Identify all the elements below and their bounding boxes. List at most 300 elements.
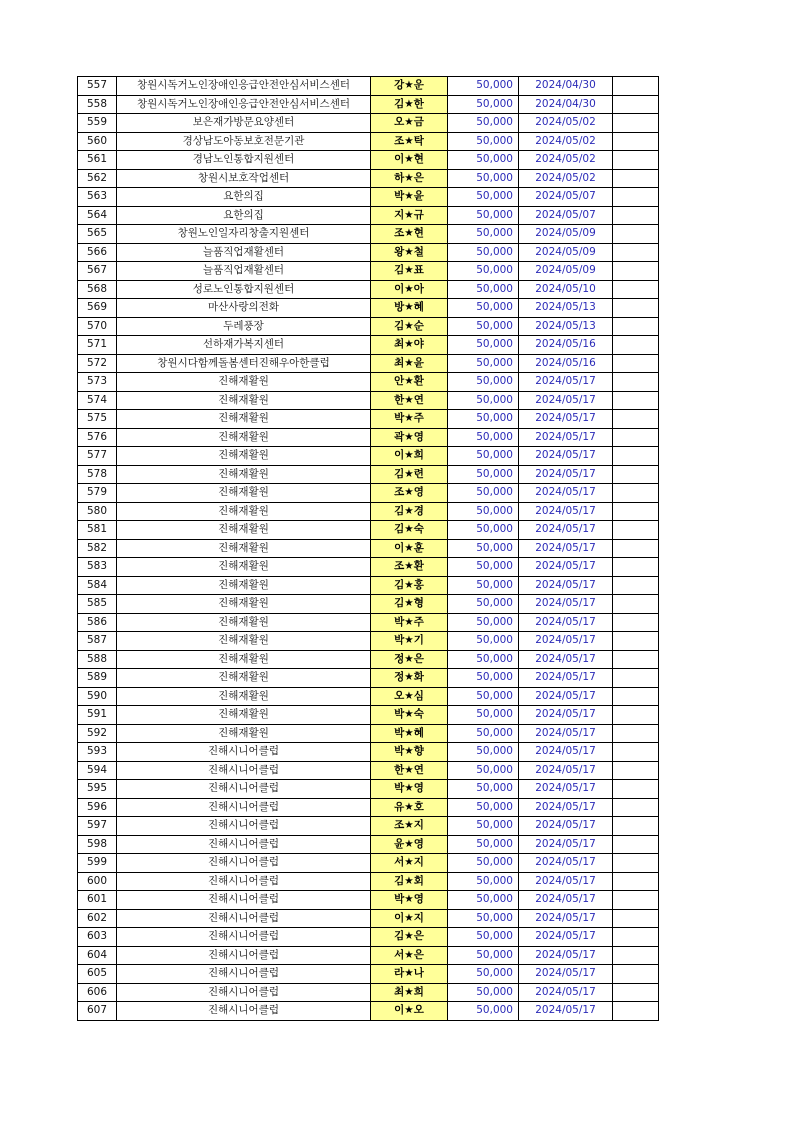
note-cell	[613, 151, 659, 170]
row-number: 581	[78, 521, 117, 540]
organization-cell: 진해시니어클럽	[117, 909, 371, 928]
organization-cell: 진해재활원	[117, 595, 371, 614]
organization-cell: 요한의집	[117, 188, 371, 207]
recipient-name-cell: 윤★영	[371, 835, 448, 854]
date-cell: 2024/05/17	[519, 447, 613, 466]
amount-cell: 50,000	[448, 798, 519, 817]
amount-cell: 50,000	[448, 95, 519, 114]
date-cell: 2024/05/17	[519, 724, 613, 743]
recipient-name-cell: 유★호	[371, 798, 448, 817]
amount-cell: 50,000	[448, 336, 519, 355]
table-row	[78, 854, 659, 873]
organization-cell: 진해재활원	[117, 539, 371, 558]
note-cell	[613, 336, 659, 355]
recipient-name-cell: 조★지	[371, 817, 448, 836]
date-cell: 2024/05/17	[519, 835, 613, 854]
recipient-name-cell: 김★표	[371, 262, 448, 281]
organization-cell: 창원시독거노인장애인응급안전안심서비스센터	[117, 95, 371, 114]
date-cell: 2024/05/17	[519, 854, 613, 873]
organization-cell: 진해재활원	[117, 373, 371, 392]
row-number: 597	[78, 817, 117, 836]
amount-cell: 50,000	[448, 891, 519, 910]
amount-cell: 50,000	[448, 428, 519, 447]
row-number: 577	[78, 447, 117, 466]
table-row	[78, 336, 659, 355]
organization-cell: 진해재활원	[117, 391, 371, 410]
recipient-name-cell: 김★경	[371, 502, 448, 521]
table-row	[78, 965, 659, 984]
organization-cell: 마산사랑의전화	[117, 299, 371, 318]
organization-cell: 진해시니어클럽	[117, 946, 371, 965]
note-cell	[613, 946, 659, 965]
organization-cell: 진해시니어클럽	[117, 854, 371, 873]
amount-cell: 50,000	[448, 669, 519, 688]
row-number: 580	[78, 502, 117, 521]
recipient-name-cell: 정★은	[371, 650, 448, 669]
row-number: 564	[78, 206, 117, 225]
organization-cell: 진해시니어클럽	[117, 872, 371, 891]
row-number: 572	[78, 354, 117, 373]
table-row	[78, 225, 659, 244]
recipient-name-cell: 왕★철	[371, 243, 448, 262]
recipient-name-cell: 강★운	[371, 77, 448, 96]
date-cell: 2024/04/30	[519, 77, 613, 96]
note-cell	[613, 484, 659, 503]
table-row	[78, 539, 659, 558]
row-number: 557	[78, 77, 117, 96]
organization-cell: 선하재가복지센터	[117, 336, 371, 355]
amount-cell: 50,000	[448, 650, 519, 669]
organization-cell: 창원시독거노인장애인응급안전안심서비스센터	[117, 77, 371, 96]
amount-cell: 50,000	[448, 188, 519, 207]
note-cell	[613, 817, 659, 836]
date-cell: 2024/05/17	[519, 706, 613, 725]
table-row	[78, 1002, 659, 1021]
table-row	[78, 114, 659, 133]
recipient-name-cell: 한★연	[371, 391, 448, 410]
row-number: 583	[78, 558, 117, 577]
table-row	[78, 521, 659, 540]
donation-table	[77, 76, 659, 1021]
organization-cell: 진해시니어클럽	[117, 835, 371, 854]
amount-cell: 50,000	[448, 983, 519, 1002]
organization-cell: 진해재활원	[117, 724, 371, 743]
amount-cell: 50,000	[448, 632, 519, 651]
note-cell	[613, 595, 659, 614]
amount-cell: 50,000	[448, 817, 519, 836]
note-cell	[613, 558, 659, 577]
date-cell: 2024/05/02	[519, 151, 613, 170]
amount-cell: 50,000	[448, 280, 519, 299]
recipient-name-cell: 하★은	[371, 169, 448, 188]
note-cell	[613, 95, 659, 114]
table-row	[78, 428, 659, 447]
row-number: 568	[78, 280, 117, 299]
row-number: 601	[78, 891, 117, 910]
table-row	[78, 299, 659, 318]
amount-cell: 50,000	[448, 743, 519, 762]
amount-cell: 50,000	[448, 724, 519, 743]
recipient-name-cell: 김★순	[371, 317, 448, 336]
row-number: 594	[78, 761, 117, 780]
note-cell	[613, 243, 659, 262]
row-number: 562	[78, 169, 117, 188]
date-cell: 2024/05/17	[519, 1002, 613, 1021]
note-cell	[613, 724, 659, 743]
table-row	[78, 169, 659, 188]
note-cell	[613, 891, 659, 910]
amount-cell: 50,000	[448, 928, 519, 947]
organization-cell: 창원시보호작업센터	[117, 169, 371, 188]
organization-cell: 늘품직업재활센터	[117, 243, 371, 262]
row-number: 592	[78, 724, 117, 743]
date-cell: 2024/05/10	[519, 280, 613, 299]
date-cell: 2024/05/17	[519, 410, 613, 429]
row-number: 569	[78, 299, 117, 318]
recipient-name-cell: 이★현	[371, 151, 448, 170]
recipient-name-cell: 오★금	[371, 114, 448, 133]
recipient-name-cell: 조★탁	[371, 132, 448, 151]
table-row	[78, 706, 659, 725]
recipient-name-cell: 김★한	[371, 95, 448, 114]
organization-cell: 진해시니어클럽	[117, 983, 371, 1002]
date-cell: 2024/05/17	[519, 798, 613, 817]
organization-cell: 진해재활원	[117, 428, 371, 447]
recipient-name-cell: 곽★영	[371, 428, 448, 447]
table-row	[78, 77, 659, 96]
amount-cell: 50,000	[448, 780, 519, 799]
table-row	[78, 188, 659, 207]
table-row	[78, 391, 659, 410]
note-cell	[613, 965, 659, 984]
note-cell	[613, 539, 659, 558]
row-number: 593	[78, 743, 117, 762]
note-cell	[613, 780, 659, 799]
organization-cell: 진해재활원	[117, 632, 371, 651]
table-row	[78, 558, 659, 577]
date-cell: 2024/05/17	[519, 946, 613, 965]
organization-cell: 진해재활원	[117, 410, 371, 429]
note-cell	[613, 909, 659, 928]
table-row	[78, 206, 659, 225]
recipient-name-cell: 이★오	[371, 1002, 448, 1021]
recipient-name-cell: 이★훈	[371, 539, 448, 558]
note-cell	[613, 373, 659, 392]
date-cell: 2024/05/17	[519, 687, 613, 706]
row-number: 566	[78, 243, 117, 262]
recipient-name-cell: 한★연	[371, 761, 448, 780]
table-row	[78, 447, 659, 466]
note-cell	[613, 225, 659, 244]
note-cell	[613, 262, 659, 281]
date-cell: 2024/05/17	[519, 558, 613, 577]
amount-cell: 50,000	[448, 484, 519, 503]
note-cell	[613, 872, 659, 891]
organization-cell: 진해시니어클럽	[117, 761, 371, 780]
amount-cell: 50,000	[448, 539, 519, 558]
note-cell	[613, 1002, 659, 1021]
organization-cell: 경남노인통합지원센터	[117, 151, 371, 170]
amount-cell: 50,000	[448, 835, 519, 854]
recipient-name-cell: 서★지	[371, 854, 448, 873]
row-number: 565	[78, 225, 117, 244]
organization-cell: 진해재활원	[117, 484, 371, 503]
organization-cell: 진해재활원	[117, 613, 371, 632]
recipient-name-cell: 박★영	[371, 780, 448, 799]
note-cell	[613, 706, 659, 725]
amount-cell: 50,000	[448, 151, 519, 170]
amount-cell: 50,000	[448, 262, 519, 281]
organization-cell: 성로노인통합지원센터	[117, 280, 371, 299]
organization-cell: 진해재활원	[117, 669, 371, 688]
date-cell: 2024/05/17	[519, 632, 613, 651]
date-cell: 2024/05/09	[519, 243, 613, 262]
amount-cell: 50,000	[448, 576, 519, 595]
date-cell: 2024/05/16	[519, 336, 613, 355]
recipient-name-cell: 박★혜	[371, 724, 448, 743]
note-cell	[613, 761, 659, 780]
row-number: 570	[78, 317, 117, 336]
row-number: 598	[78, 835, 117, 854]
table-row	[78, 724, 659, 743]
amount-cell: 50,000	[448, 687, 519, 706]
date-cell: 2024/05/17	[519, 465, 613, 484]
organization-cell: 진해재활원	[117, 447, 371, 466]
table-row	[78, 632, 659, 651]
recipient-name-cell: 김★숙	[371, 521, 448, 540]
note-cell	[613, 317, 659, 336]
table-row	[78, 243, 659, 262]
row-number: 607	[78, 1002, 117, 1021]
table-row	[78, 946, 659, 965]
table-row	[78, 410, 659, 429]
amount-cell: 50,000	[448, 465, 519, 484]
table-row	[78, 373, 659, 392]
row-number: 576	[78, 428, 117, 447]
amount-cell: 50,000	[448, 447, 519, 466]
table-row	[78, 595, 659, 614]
organization-cell: 진해재활원	[117, 650, 371, 669]
row-number: 575	[78, 410, 117, 429]
row-number: 585	[78, 595, 117, 614]
row-number: 579	[78, 484, 117, 503]
row-number: 574	[78, 391, 117, 410]
amount-cell: 50,000	[448, 114, 519, 133]
organization-cell: 진해시니어클럽	[117, 891, 371, 910]
note-cell	[613, 798, 659, 817]
organization-cell: 진해재활원	[117, 687, 371, 706]
amount-cell: 50,000	[448, 761, 519, 780]
table-row	[78, 502, 659, 521]
note-cell	[613, 206, 659, 225]
date-cell: 2024/05/17	[519, 817, 613, 836]
organization-cell: 보은재가방문요양센터	[117, 114, 371, 133]
recipient-name-cell: 김★회	[371, 872, 448, 891]
row-number: 587	[78, 632, 117, 651]
table-row	[78, 650, 659, 669]
organization-cell: 진해재활원	[117, 706, 371, 725]
recipient-name-cell: 박★숙	[371, 706, 448, 725]
recipient-name-cell: 오★심	[371, 687, 448, 706]
date-cell: 2024/05/13	[519, 299, 613, 318]
row-number: 573	[78, 373, 117, 392]
row-number: 571	[78, 336, 117, 355]
row-number: 563	[78, 188, 117, 207]
table-row	[78, 872, 659, 891]
organization-cell: 진해시니어클럽	[117, 798, 371, 817]
amount-cell: 50,000	[448, 595, 519, 614]
organization-cell: 늘품직업재활센터	[117, 262, 371, 281]
amount-cell: 50,000	[448, 206, 519, 225]
note-cell	[613, 983, 659, 1002]
date-cell: 2024/05/17	[519, 891, 613, 910]
organization-cell: 진해재활원	[117, 576, 371, 595]
amount-cell: 50,000	[448, 132, 519, 151]
recipient-name-cell: 이★지	[371, 909, 448, 928]
amount-cell: 50,000	[448, 317, 519, 336]
table-row	[78, 687, 659, 706]
date-cell: 2024/05/09	[519, 225, 613, 244]
table-row	[78, 95, 659, 114]
organization-cell: 진해시니어클럽	[117, 965, 371, 984]
table-row	[78, 835, 659, 854]
note-cell	[613, 77, 659, 96]
note-cell	[613, 687, 659, 706]
row-number: 596	[78, 798, 117, 817]
recipient-name-cell: 이★희	[371, 447, 448, 466]
note-cell	[613, 391, 659, 410]
date-cell: 2024/05/16	[519, 354, 613, 373]
recipient-name-cell: 최★윤	[371, 354, 448, 373]
row-number: 595	[78, 780, 117, 799]
table-row	[78, 613, 659, 632]
amount-cell: 50,000	[448, 169, 519, 188]
row-number: 561	[78, 151, 117, 170]
amount-cell: 50,000	[448, 243, 519, 262]
row-number: 578	[78, 465, 117, 484]
organization-cell: 경상남도아동보호전문기관	[117, 132, 371, 151]
organization-cell: 창원시다함께돌봄센터진해우아한클럽	[117, 354, 371, 373]
note-cell	[613, 650, 659, 669]
date-cell: 2024/05/17	[519, 872, 613, 891]
note-cell	[613, 521, 659, 540]
note-cell	[613, 354, 659, 373]
row-number: 589	[78, 669, 117, 688]
table-row	[78, 743, 659, 762]
table-row	[78, 317, 659, 336]
date-cell: 2024/05/17	[519, 669, 613, 688]
amount-cell: 50,000	[448, 521, 519, 540]
row-number: 590	[78, 687, 117, 706]
amount-cell: 50,000	[448, 946, 519, 965]
recipient-name-cell: 김★련	[371, 465, 448, 484]
organization-cell: 두레풍장	[117, 317, 371, 336]
recipient-name-cell: 박★영	[371, 891, 448, 910]
amount-cell: 50,000	[448, 410, 519, 429]
date-cell: 2024/05/07	[519, 206, 613, 225]
table-row	[78, 354, 659, 373]
date-cell: 2024/05/13	[519, 317, 613, 336]
amount-cell: 50,000	[448, 391, 519, 410]
date-cell: 2024/05/17	[519, 983, 613, 1002]
note-cell	[613, 410, 659, 429]
organization-cell: 진해시니어클럽	[117, 928, 371, 947]
date-cell: 2024/05/17	[519, 484, 613, 503]
date-cell: 2024/05/17	[519, 613, 613, 632]
table-row	[78, 798, 659, 817]
recipient-name-cell: 이★아	[371, 280, 448, 299]
table-row	[78, 262, 659, 281]
table-row	[78, 983, 659, 1002]
row-number: 606	[78, 983, 117, 1002]
amount-cell: 50,000	[448, 225, 519, 244]
note-cell	[613, 854, 659, 873]
row-number: 605	[78, 965, 117, 984]
date-cell: 2024/05/17	[519, 391, 613, 410]
note-cell	[613, 835, 659, 854]
recipient-name-cell: 조★환	[371, 558, 448, 577]
recipient-name-cell: 최★희	[371, 983, 448, 1002]
note-cell	[613, 114, 659, 133]
date-cell: 2024/05/02	[519, 114, 613, 133]
organization-cell: 진해재활원	[117, 502, 371, 521]
organization-cell: 요한의집	[117, 206, 371, 225]
row-number: 588	[78, 650, 117, 669]
recipient-name-cell: 안★환	[371, 373, 448, 392]
date-cell: 2024/05/02	[519, 169, 613, 188]
recipient-name-cell: 방★혜	[371, 299, 448, 318]
note-cell	[613, 613, 659, 632]
date-cell: 2024/05/17	[519, 780, 613, 799]
date-cell: 2024/05/17	[519, 650, 613, 669]
note-cell	[613, 465, 659, 484]
table-row	[78, 465, 659, 484]
amount-cell: 50,000	[448, 1002, 519, 1021]
recipient-name-cell: 박★주	[371, 613, 448, 632]
table-row	[78, 780, 659, 799]
date-cell: 2024/05/07	[519, 188, 613, 207]
amount-cell: 50,000	[448, 965, 519, 984]
note-cell	[613, 280, 659, 299]
table-row	[78, 891, 659, 910]
row-number: 603	[78, 928, 117, 947]
amount-cell: 50,000	[448, 706, 519, 725]
amount-cell: 50,000	[448, 872, 519, 891]
date-cell: 2024/05/17	[519, 595, 613, 614]
row-number: 584	[78, 576, 117, 595]
amount-cell: 50,000	[448, 354, 519, 373]
row-number: 560	[78, 132, 117, 151]
note-cell	[613, 743, 659, 762]
organization-cell: 창원노인일자리창출지원센터	[117, 225, 371, 244]
date-cell: 2024/05/17	[519, 576, 613, 595]
recipient-name-cell: 김★형	[371, 595, 448, 614]
table-row	[78, 132, 659, 151]
table-row	[78, 761, 659, 780]
organization-cell: 진해시니어클럽	[117, 743, 371, 762]
note-cell	[613, 502, 659, 521]
row-number: 591	[78, 706, 117, 725]
date-cell: 2024/05/09	[519, 262, 613, 281]
organization-cell: 진해시니어클럽	[117, 780, 371, 799]
note-cell	[613, 169, 659, 188]
table-row	[78, 484, 659, 503]
date-cell: 2024/05/17	[519, 743, 613, 762]
amount-cell: 50,000	[448, 373, 519, 392]
recipient-name-cell: 조★현	[371, 225, 448, 244]
recipient-name-cell: 조★영	[371, 484, 448, 503]
date-cell: 2024/05/17	[519, 539, 613, 558]
